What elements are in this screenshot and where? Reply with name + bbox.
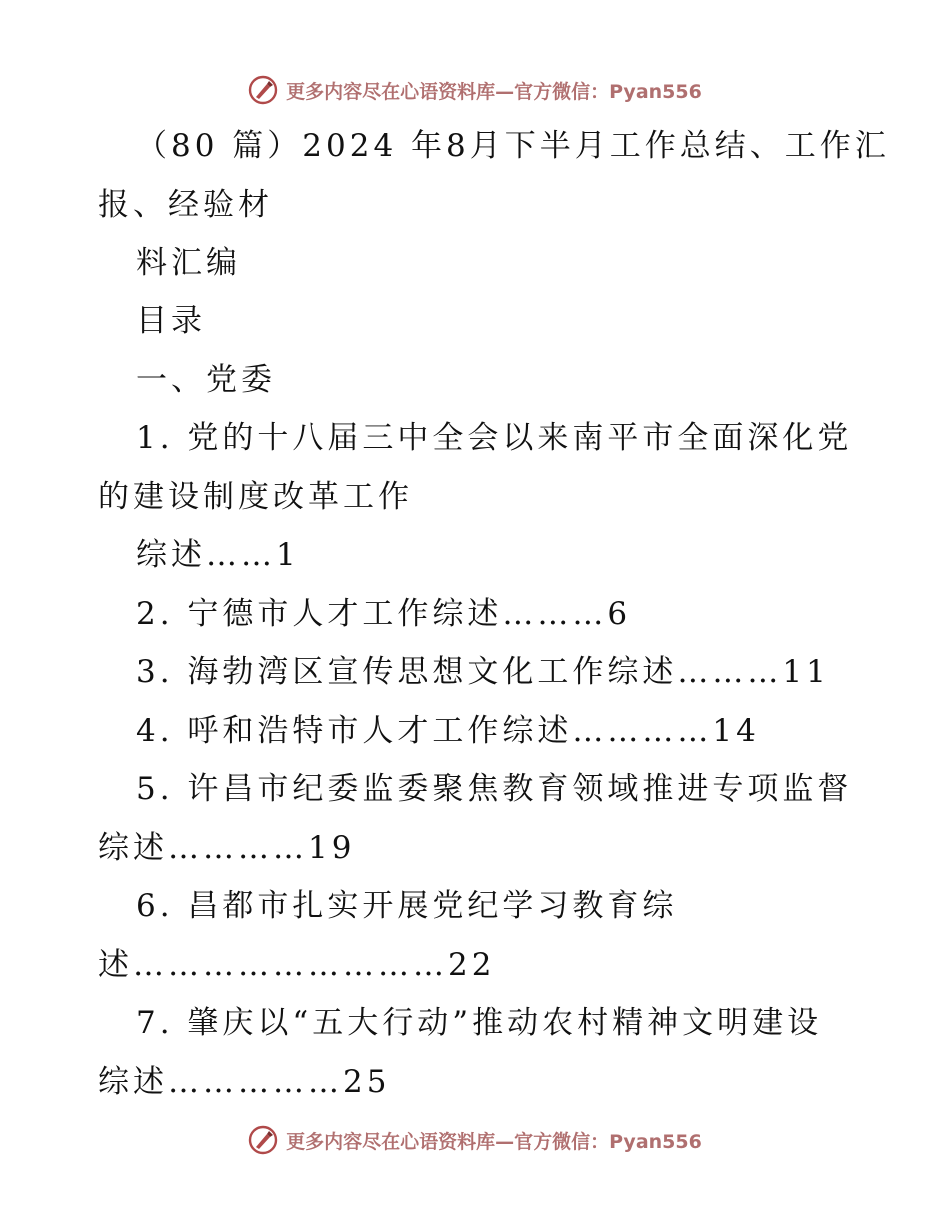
document-title-line-1: （80 篇）2024 年8月下半月工作总结、工作汇 [136,128,890,164]
watermark-footer [0,1120,950,1160]
toc-item: 5. 许昌市纪委监委聚焦教育领域推进专项监督 [136,771,853,807]
watermark-text: 更多内容尽在心语资料库—官方微信：Pyan556 [286,1130,702,1153]
document-title-line-2: 报、经验材 [98,187,273,223]
toc-item: 4. 呼和浩特市人才工作综述…………14 [136,713,760,749]
toc-item: 综述……1 [136,537,300,573]
toc-item: 7. 肇庆以“五大行动”推动农村精神文明建设 [136,1005,823,1041]
toc-item: 述………………………22 [98,947,496,983]
toc-heading: 目录 [136,303,206,339]
toc-item: 1. 党的十八届三中全会以来南平市全面深化党 [136,420,853,456]
toc-item: 综述……………25 [98,1064,391,1100]
document-title-line-3: 料汇编 [136,245,241,281]
toc-item: 3. 海勃湾区宣传思想文化工作综述………11 [136,654,830,690]
toc-item: 6. 昌都市扎实开展党纪学习教育综 [136,888,678,924]
toc-item: 2. 宁德市人才工作综述………6 [136,596,632,632]
toc-item: 的建设制度改革工作 [98,479,413,515]
pen-logo-icon [248,1125,278,1155]
toc-item: 综述…………19 [98,830,356,866]
toc-section-heading: 一、党委 [136,362,276,398]
watermark-text: 更多内容尽在心语资料库—官方微信：Pyan556 [286,80,702,103]
